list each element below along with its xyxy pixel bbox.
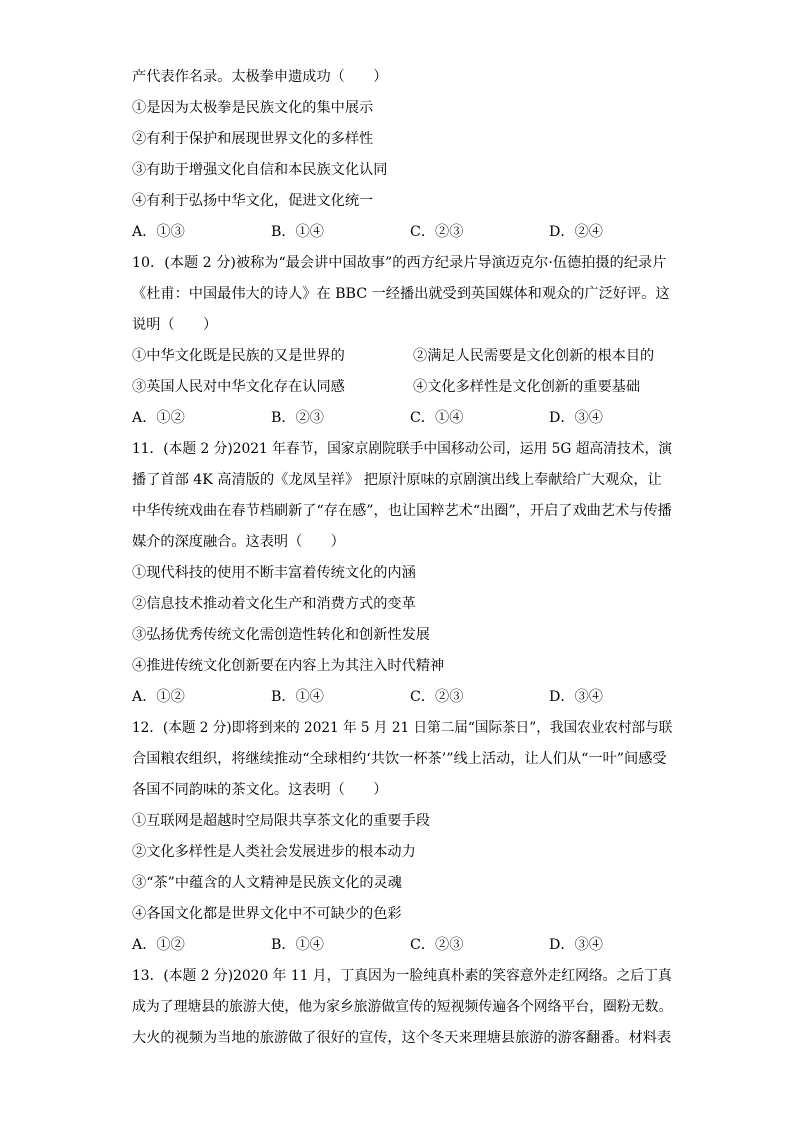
question-10-statement-1: ①中华文化既是民族的又是世界的 <box>132 348 345 364</box>
question-11-stem-line-2: 播了首部 4K 高清版的《龙凤呈祥》 把原汁原味的京剧演出线上奉献给广大观众，让 <box>132 472 662 488</box>
question-10-statements-row-2 <box>132 377 672 397</box>
question-10-options <box>132 408 672 428</box>
question-12-statement-4: ④各国文化都是世界文化中不可缺少的色彩 <box>132 906 402 922</box>
question-10-statement-4: ④文化多样性是文化创新的重要基础 <box>413 379 641 395</box>
question-13-stem-line-2: 成为了理塘县的旅游大使，他为家乡旅游做宣传的短视频传遍各个网络平台，圈粉无数。 <box>132 999 673 1015</box>
question-10-stem-line-1: 10．(本题 2 分)被称为“最会讲中国故事”的西方纪录片导演迈克尔·伍德拍摄的纪录片 <box>132 255 667 271</box>
option-b: B．①④ <box>271 689 324 705</box>
question-11-statement-1: ①现代科技的使用不断丰富着传统文化的内涵 <box>132 565 416 581</box>
question-11-statement-3: ③弘扬优秀传统文化需创造性转化和创新性发展 <box>132 627 430 643</box>
question-11-stem-line-4: 媒介的深度融合。这表明（ ） <box>132 534 345 550</box>
question-10-stem-line-2: 《杜甫：中国最伟大的诗人》在 BBC 一经播出就受到英国媒体和观众的广泛好评。这 <box>132 286 670 302</box>
question-13-stem-line-3: 大火的视频为当地的旅游做了很好的宣传，这个冬天来理塘县旅游的游客翻番。材料表 <box>132 1030 672 1046</box>
question-9-stem-end: 产代表作名录。太极拳申遗成功（ ） <box>132 69 388 85</box>
question-12-statement-2: ②文化多样性是人类社会发展进步的根本动力 <box>132 844 416 860</box>
question-12-stem-line-3: 各国不同韵味的茶文化。这表明（ ） <box>132 782 388 798</box>
question-11-stem-line-3: 中华传统戏曲在春节档刷新了“存在感”，也让国粹艺术“出圈”，开启了戏曲艺术与传播 <box>132 503 672 519</box>
option-b: B．①④ <box>271 224 324 240</box>
option-c: C．①④ <box>410 410 464 426</box>
question-12-stem-line-2: 合国粮农组织，将继续推动“全球相约‘共饮一杯茶’”线上活动，让人们从“一叶”间感受 <box>132 751 667 767</box>
question-9-statement-1: ①是因为太极拳是民族文化的集中展示 <box>132 100 374 116</box>
question-12-statement-1: ①互联网是超越时空局限共享茶文化的重要手段 <box>132 813 430 829</box>
option-c: C．②③ <box>410 937 464 953</box>
question-10-stem-line-3: 说明（ ） <box>132 317 218 333</box>
question-9-statement-4: ④有利于弘扬中华文化，促进文化统一 <box>132 193 374 209</box>
option-d: D．③④ <box>549 937 603 953</box>
option-a: A．①② <box>132 937 185 953</box>
option-a: A．①③ <box>132 224 185 240</box>
question-10-statement-2: ②满足人民需要是文化创新的根本目的 <box>413 348 655 364</box>
option-d: D．③④ <box>549 689 603 705</box>
question-11-options <box>132 687 672 707</box>
option-d: D．③④ <box>549 410 603 426</box>
question-9-statement-2: ②有利于保护和展现世界文化的多样性 <box>132 131 374 147</box>
option-c: C．②③ <box>410 689 464 705</box>
question-12-stem-line-1: 12．(本题 2 分)即将到来的 2021 年 5 月 21 日第二届“国际茶日”，我国农业农村部与联 <box>132 720 673 736</box>
question-9-statement-3: ③有助于增强文化自信和本民族文化认同 <box>132 162 388 178</box>
option-b: B．②③ <box>271 410 324 426</box>
question-11-statement-4: ④推进传统文化创新要在内容上为其注入时代精神 <box>132 658 445 674</box>
question-13-stem-line-1: 13．(本题 2 分)2020 年 11 月，丁真因为一脸纯真朴素的笑容意外走红网络。之后丁真 <box>132 968 672 984</box>
question-9-options <box>132 222 672 242</box>
question-12-statement-3: ③“茶”中蕴含的人文精神是民族文化的灵魂 <box>132 875 402 891</box>
question-11-statement-2: ②信息技术推动着文化生产和消费方式的变革 <box>132 596 416 612</box>
option-c: C．②③ <box>410 224 464 240</box>
option-d: D．②④ <box>549 224 603 240</box>
option-a: A．①② <box>132 410 185 426</box>
option-a: A．①② <box>132 689 185 705</box>
option-b: B．①④ <box>271 937 324 953</box>
question-11-stem-line-1: 11．(本题 2 分)2021 年春节，国家京剧院联手中国移动公司，运用 5G 超高清技术，演 <box>132 441 672 457</box>
question-10-statement-3: ③英国人民对中华文化存在认同感 <box>132 379 345 395</box>
question-10-statements-row-1 <box>132 346 672 366</box>
question-12-options <box>132 935 672 955</box>
